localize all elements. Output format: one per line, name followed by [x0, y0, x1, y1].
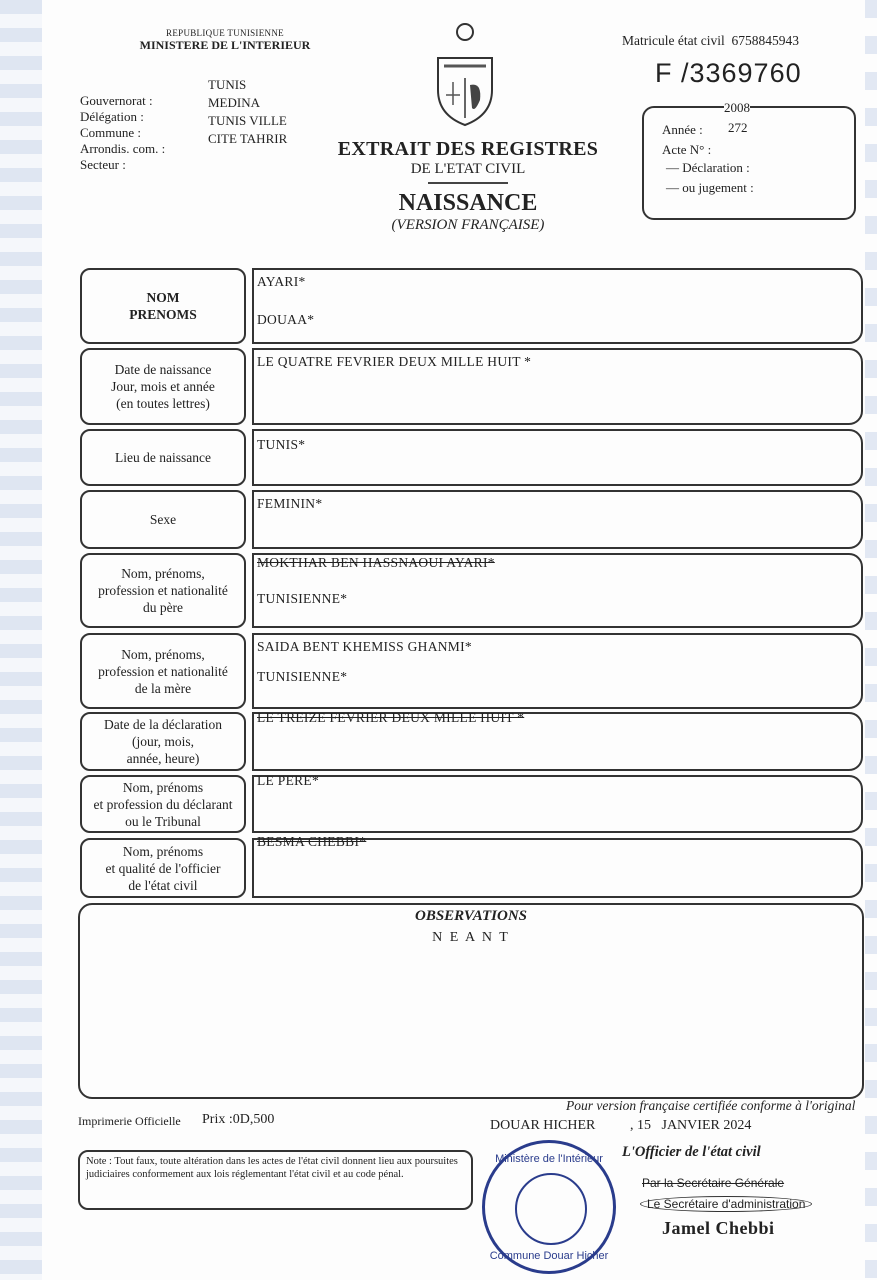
row-value-box [252, 268, 863, 344]
stamp-bottom-text: Commune Douar Hicher [489, 1250, 609, 1262]
row-value: BESMA CHEBBI* [257, 834, 367, 849]
row-value: SAIDA BENT KHEMISS GHANMI* [257, 639, 472, 654]
row-value: MOKTHAR BEN HASSNAOUI AYARI* [257, 555, 495, 570]
delegation-line-1: Par la Secrétaire Générale [642, 1176, 785, 1190]
observations-title: OBSERVATIONS [415, 908, 527, 924]
arrondissement-label: Arrondis. com. : [80, 141, 166, 156]
declaration-label: — Déclaration : [666, 160, 750, 175]
acte-label: Acte N° : [662, 142, 712, 157]
observations-box [78, 903, 864, 1099]
official-stamp [482, 1140, 616, 1274]
row-value: TUNIS* [257, 437, 306, 452]
row-value: AYARI* [257, 274, 306, 289]
delegation-value: MEDINA [208, 95, 260, 110]
title-etat-civil: DE L'ETAT CIVIL [410, 161, 526, 177]
title-extrait: EXTRAIT DES REGISTRES [337, 138, 599, 160]
row-value: DOUAA* [257, 312, 315, 327]
row-value-box [252, 553, 863, 628]
row-value-box [252, 429, 863, 486]
row-value-box [252, 490, 863, 549]
row-value-box [252, 348, 863, 425]
row-label: Nom, prénoms, profession et nationalité de la mère [80, 633, 246, 709]
row-value: TUNISIENNE* [257, 591, 348, 606]
location-values [208, 76, 287, 148]
commune-label: Commune : [80, 125, 142, 140]
annee-label: Année : [662, 122, 703, 137]
jugement-label: — ou jugement : [666, 180, 754, 195]
delegation-line-2: Le Secrétaire d'administration [640, 1196, 812, 1212]
matricule-value: 6758845943 [731, 33, 799, 48]
row-value-box [252, 775, 863, 833]
row-value: FEMININ* [257, 496, 323, 511]
officer-name: Jamel Chebbi [662, 1218, 775, 1238]
row-value-box [252, 834, 863, 898]
row-label: Nom, prénoms et profession du déclarant ou le Tribunal [80, 775, 246, 833]
serial-number: F /3369760 [655, 58, 802, 88]
matricule-label: Matricule état civil [622, 33, 725, 48]
secteur-label: Secteur : [80, 157, 126, 172]
row-value-box [252, 633, 863, 709]
row-label: NOM PRENOMS [80, 268, 246, 344]
certified-label: Pour version française certifiée conforme à l'original [566, 1098, 856, 1113]
version-label: (VERSION FRANÇAISE) [391, 217, 545, 233]
row-value: TUNISIENNE* [257, 669, 348, 684]
stamp-inner-ring [515, 1173, 587, 1245]
gouvernorat-value: TUNIS [208, 77, 247, 92]
row-label: Nom, prénoms et qualité de l'officier de l'état civil [80, 838, 246, 898]
matricule [622, 33, 799, 49]
commune-value: TUNIS VILLE [208, 113, 287, 128]
acte-number-value: 272 [728, 120, 748, 135]
row-label: Date de la déclaration (jour, mois, année, heure) [80, 712, 246, 771]
year-value: 2008 [724, 100, 750, 115]
row-label: Lieu de naissance [80, 429, 246, 486]
row-value: LE TREIZE FEVRIER DEUX MILLE HUIT * [257, 710, 525, 725]
ministry-label: MINISTERE DE L'INTERIEUR [139, 38, 311, 52]
acte-box [642, 100, 856, 220]
coat-of-arms-icon [430, 20, 500, 130]
row-value-box [252, 712, 863, 771]
observations-value: N E A N T [432, 930, 510, 945]
row-label: Nom, prénoms, profession et nationalité du père [80, 553, 246, 628]
price-label: Prix :0D,500 [202, 1112, 275, 1127]
row-label: Date de naissance Jour, mois et année (en toutes lettres) [80, 348, 246, 425]
issuer-block [120, 28, 330, 53]
legal-note: Note : Tout faux, toute altération dans les actes de l'état civil donnent lieu aux poursuites judiciaires conformement aux lois réglementant l'état civil et au code pénal. [78, 1150, 473, 1210]
location-labels [80, 93, 165, 173]
row-value: LE PERE* [257, 773, 320, 788]
republic-label: REPUBLIQUE TUNISIENNE [166, 28, 284, 38]
title-block [320, 138, 616, 234]
printer-label: Imprimerie Officielle [78, 1114, 181, 1128]
scan-edge-left [0, 0, 42, 1280]
row-value: LE QUATRE FEVRIER DEUX MILLE HUIT * [257, 354, 532, 369]
doc-type: NAISSANCE [398, 190, 538, 216]
row-label: Sexe [80, 490, 246, 549]
arrondissement-value: CITE TAHRIR [208, 131, 288, 146]
place-label: DOUAR HICHER [490, 1118, 596, 1133]
stamp-top-text: Ministère de l'Intérieur [495, 1153, 603, 1165]
scan-edge-right [865, 0, 877, 1280]
title-divider [428, 182, 508, 184]
date-label: , 15 JANVIER 2024 [630, 1118, 752, 1133]
officer-title: L'Officier de l'état civil [622, 1144, 761, 1160]
delegation-label: Délégation : [80, 109, 144, 124]
gouvernorat-label: Gouvernorat : [80, 93, 153, 108]
